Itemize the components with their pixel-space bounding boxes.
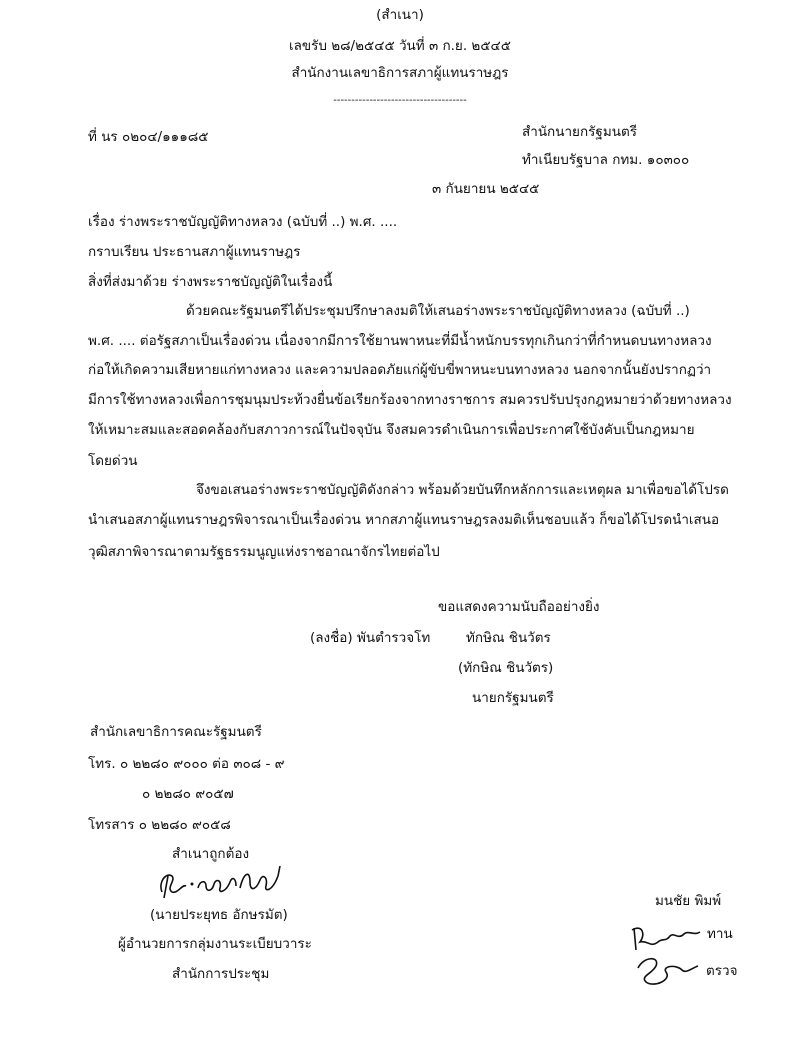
para2-line: วุฒิสภาพิจารณาตามรัฐธรรมนูญแห่งราชอาณาจักรไทยต่อไป: [88, 544, 440, 560]
checked-label: ตรวจ: [706, 963, 738, 979]
letter-date: ๓ กันยายน ๒๕๔๕: [432, 181, 540, 197]
proofread-label: ทาน: [707, 926, 733, 942]
contact-tel-secondary: ๐ ๒๒๘๐ ๙๐๕๗: [142, 786, 234, 802]
para1-line: ให้เหมาะสมและสอดคล้องกับสภาวการณ์ในปัจจุบัน จึงสมควรดำเนินการเพื่อประกาศใช้บังคับเป็นกฎหมาย: [88, 422, 695, 438]
header-separator: -------------------------------------: [333, 95, 467, 106]
para1-line: พ.ศ. .... ต่อรัฐสภาเป็นเรื่องด่วน เนื่องจากมีการใช้ยานพาหนะที่มีน้ำหนักบรรทุกเกินกว่าที่กำหนดบนทางหลวง: [88, 333, 712, 349]
signed-prefix: (ลงชื่อ) พันตำรวจโท: [310, 630, 431, 646]
para1-line: ด้วยคณะรัฐมนตรีได้ประชุมปรึกษาลงมติให้เสนอร่างพระราชบัญญัติทางหลวง (ฉบับที่ ..): [186, 303, 690, 319]
para2-line: จึงขอเสนอร่างพระราชบัญญัติดังกล่าว พร้อมด้วยบันทึกหลักการและเหตุผล มาเพื่อขอได้โปรด: [196, 482, 729, 498]
para1-line: มีการใช้ทางหลวงเพื่อการชุมนุมประท้วงยื่นข้อเรียกร้องจากทางราชการ สมควรปรับปรุงกฎหมายว่าด้วยทางหลวง: [88, 392, 732, 408]
signer-title: นายกรัฐมนตรี: [472, 690, 554, 706]
closing-respect: ขอแสดงความนับถืออย่างยิ่ง: [438, 599, 600, 615]
para1-line: โดยด่วน: [88, 453, 138, 469]
contact-tel-primary: โทร. ๐ ๒๒๘๐ ๙๐๐๐ ต่อ ๓๐๘ - ๙: [88, 756, 285, 772]
certifier-title: ผู้อำนวยการกลุ่มงานระเบียบวาระ: [118, 936, 312, 952]
para1-line: ก่อให้เกิดความเสียหายแก่ทางหลวง และความปลอดภัยแก่ผู้ขับขี่พาหนะบนทางหลวง นอกจากนั้นยังปรากฏว่า: [88, 362, 712, 378]
checker-initials: [632, 950, 704, 990]
signer-name: ทักษิณ ชินวัตร: [466, 630, 551, 646]
contact-fax: โทรสาร ๐ ๒๒๘๐ ๙๐๕๘: [88, 817, 231, 833]
para2-line: นำเสนอสภาผู้แทนราษฎรพิจารณาเป็นเรื่องด่วน หากสภาผู้แทนราษฎรลงมติเห็นชอบแล้ว ก็ขอได้โปรดนำเสนอ: [88, 512, 720, 528]
sender-office: สำนักนายกรัฐมนตรี: [522, 124, 637, 140]
typist-name: มนชัย พิมพ์: [655, 893, 722, 909]
receiving-office: สำนักงานเลขาธิการสภาผู้แทนราษฎร: [291, 65, 509, 81]
copy-mark: (สำเนา): [376, 7, 424, 23]
subject-line: เรื่อง ร่างพระราชบัญญัติทางหลวง (ฉบับที่ ..) พ.ศ. ....: [88, 214, 398, 230]
certifier-name: (นายประยุทธ อักษรมัต): [150, 907, 288, 923]
signer-name-parenthesized: (ทักษิณ ชินวัตร): [458, 660, 554, 676]
reference-number: ที่ นร ๐๒๐๔/๑๑๑๘๕: [88, 129, 209, 145]
certified-copy-label: สำเนาถูกต้อง: [172, 846, 250, 862]
sender-address: ทำเนียบรัฐบาล กทม. ๑๐๓๐๐: [522, 152, 690, 168]
certifier-signature: [152, 862, 292, 906]
receipt-line: เลขรับ ๒๘/๒๕๔๕ วันที่ ๓ ก.ย. ๒๕๔๕: [289, 38, 511, 54]
salutation-line: กราบเรียน ประธานสภาผู้แทนราษฎร: [88, 244, 301, 260]
enclosure-line: สิ่งที่ส่งมาด้วย ร่างพระราชบัญญัติในเรื่องนี้: [88, 274, 333, 290]
contact-office: สำนักเลขาธิการคณะรัฐมนตรี: [90, 724, 262, 740]
certifier-office: สำนักการประชุม: [172, 966, 270, 982]
